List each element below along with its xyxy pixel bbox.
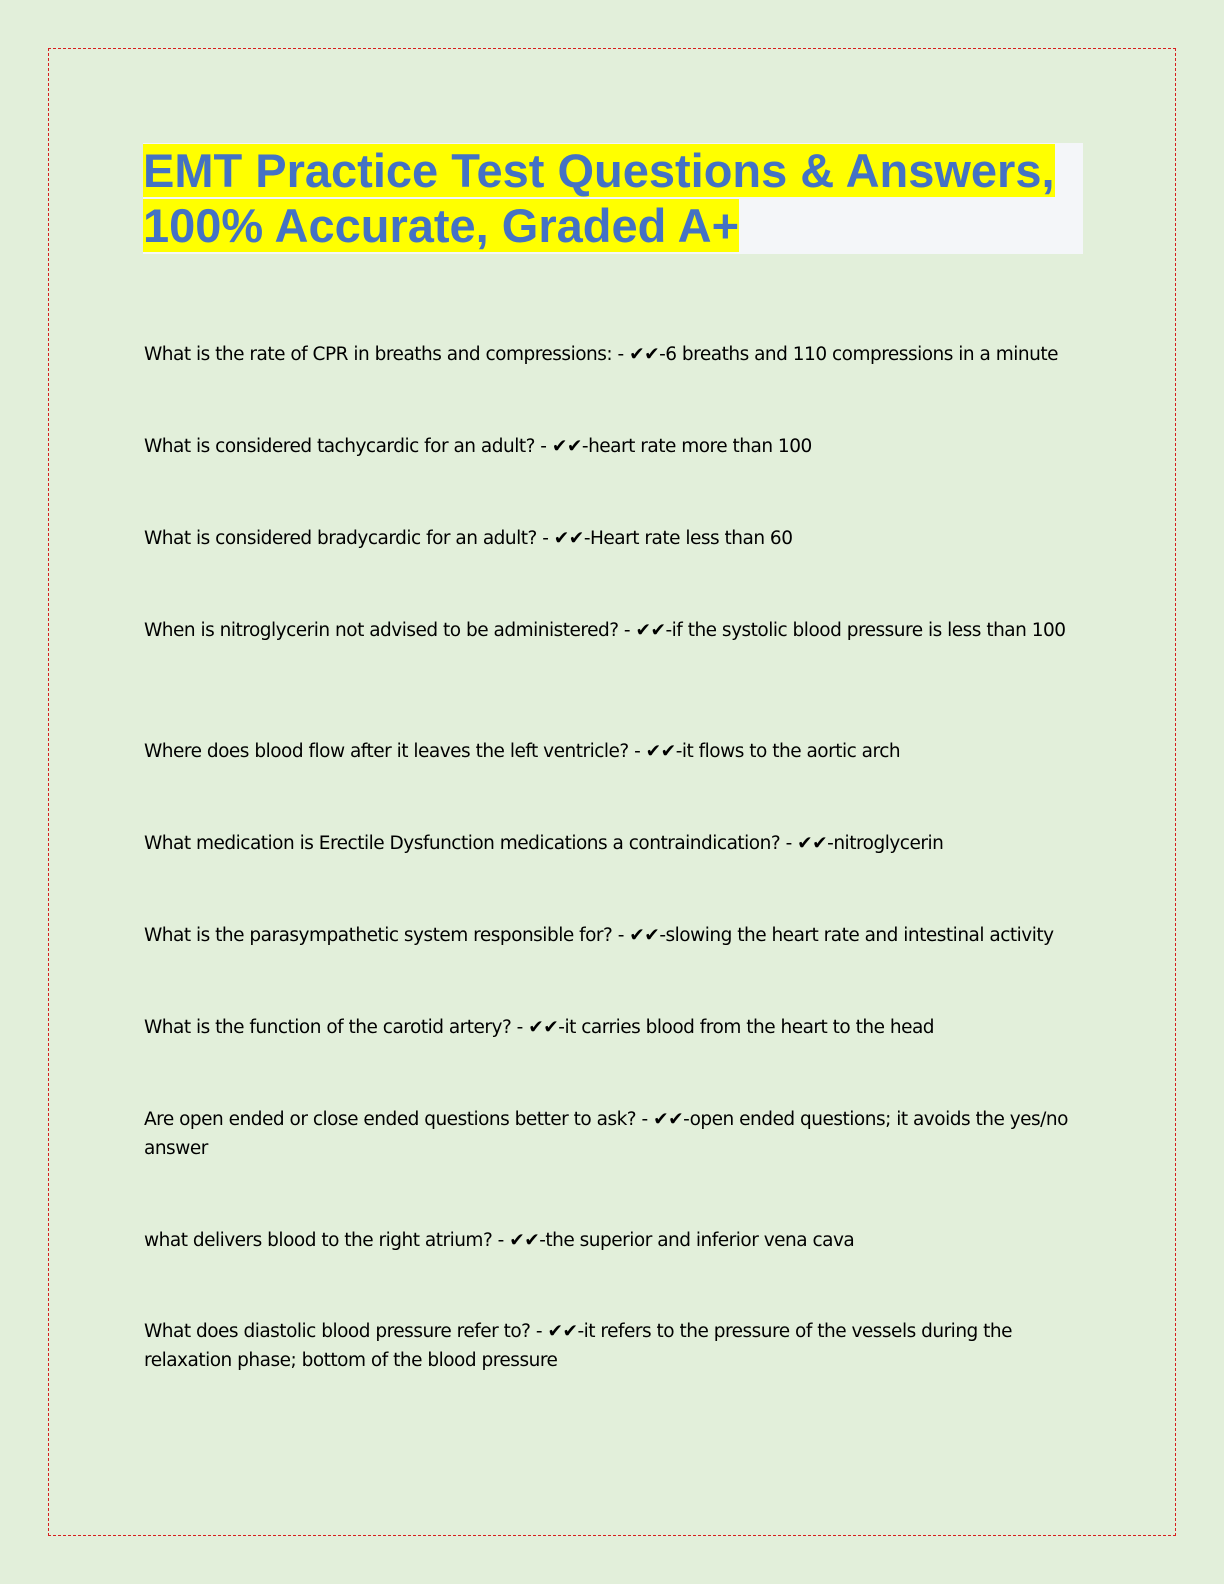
separator: - [530,1321,548,1342]
qa-item [144,1226,1079,1255]
double-check-icon: ✔✔ [528,1017,559,1038]
answer: slowing the heart rate and intestinal activity [665,925,1054,946]
answer-prefix: - [539,1230,546,1251]
question: What is considered bradycardic for an adult? [144,528,537,549]
qa-item [144,524,1079,553]
qa-item [144,1105,1079,1163]
answer-prefix: - [577,1321,584,1342]
title-line-1: EMT Practice Test Questions & Answers, [143,144,1055,197]
answer-prefix: - [683,1109,690,1130]
double-check-icon: ✔✔ [797,833,828,854]
double-check-icon: ✔✔ [645,741,676,762]
separator: - [612,925,630,946]
double-check-icon: ✔✔ [635,620,666,641]
answer: nitroglycerin [833,833,944,854]
qa-item [144,1013,1079,1042]
separator: - [636,1109,654,1130]
qa-item [144,921,1079,950]
answer: it refers to the pressure of the vessels during the relaxation phase; bottom of the blood pressure [144,1321,1013,1371]
question: what delivers blood to the right atrium? [144,1230,493,1251]
separator: - [534,436,552,457]
answer: 6 breaths and 110 compressions in a minute [665,344,1058,365]
separator: - [612,344,630,365]
title-block [143,143,1083,254]
separator: - [492,1230,510,1251]
separator: - [628,741,646,762]
answer-prefix: - [665,620,672,641]
double-check-icon: ✔✔ [653,1109,684,1130]
page-border [48,48,1176,1536]
answer: if the systolic blood pressure is less than 100 [671,620,1066,641]
answer-prefix: - [659,925,666,946]
title-line-2: 100% Accurate, Graded A+ [143,199,740,252]
answer-prefix: - [581,436,589,457]
separator: - [511,1017,529,1038]
question: When is nitroglycerin not advised to be administered? [144,620,619,641]
answer-prefix: - [583,528,590,549]
separator: - [536,528,554,549]
double-check-icon: ✔✔ [629,344,660,365]
answer: it carries blood from the heart to the head [564,1017,935,1038]
double-check-icon: ✔✔ [547,1321,578,1342]
question: What is the parasympathetic system responsible for? [144,925,613,946]
answer: it flows to the aortic arch [681,741,901,762]
separator: - [780,833,798,854]
question: What is considered tachycardic for an adult? [144,436,535,457]
question: What is the rate of CPR in breaths and compressions: [144,344,613,365]
question: Are open ended or close ended questions better to ask? [144,1109,637,1130]
question: Where does blood flow after it leaves the left ventricle? [144,741,629,762]
double-check-icon: ✔✔ [551,436,582,457]
answer: heart rate more than 100 [588,436,812,457]
answer: open ended questions; it avoids the yes/no answer [144,1109,1068,1159]
qa-item [144,829,1079,858]
qa-item [144,1317,1079,1375]
answer: Heart rate less than 60 [590,528,793,549]
answer-prefix: - [558,1017,565,1038]
answer: the superior and inferior vena cava [545,1230,855,1251]
qa-item [144,737,1079,766]
question: What is the function of the carotid artery? [144,1017,512,1038]
double-check-icon: ✔✔ [629,925,660,946]
document-title [143,143,1083,253]
answer-prefix: - [827,833,834,854]
double-check-icon: ✔✔ [553,528,584,549]
question: What does diastolic blood pressure refer to? [144,1321,531,1342]
qa-item [144,616,1079,645]
question: What medication is Erectile Dysfunction medications a contraindication? [144,833,781,854]
qa-item [144,340,1079,369]
answer-prefix: - [675,741,682,762]
answer-prefix: - [659,344,666,365]
qa-item [144,432,1079,461]
double-check-icon: ✔✔ [509,1230,540,1251]
separator: - [618,620,636,641]
